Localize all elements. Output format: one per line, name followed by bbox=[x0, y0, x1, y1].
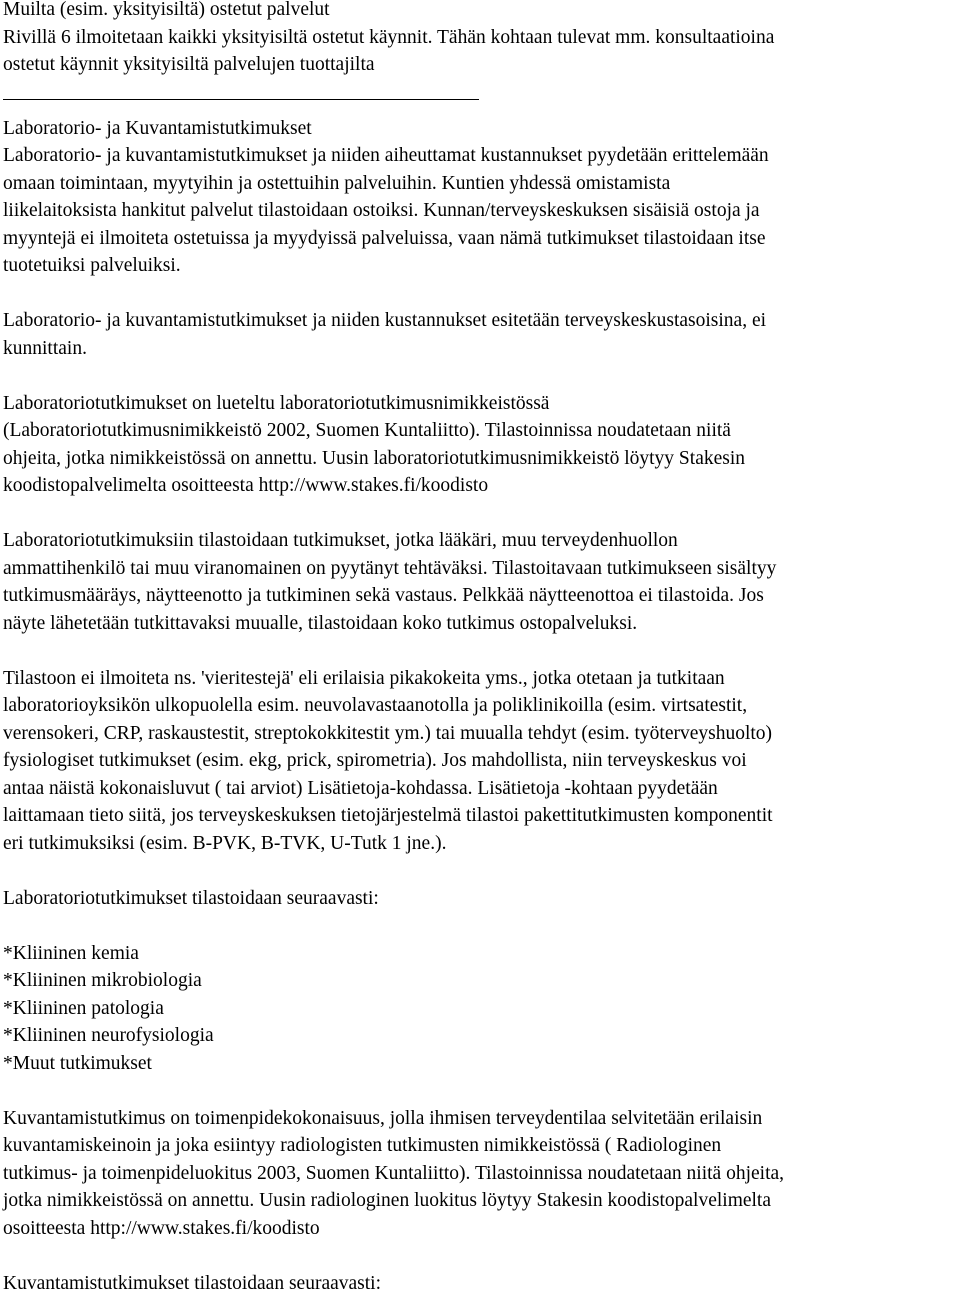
text-line: Laboratoriotutkimuksiin tilastoidaan tutkimukset, jotka lääkäri, muu terveydenhuollon bbox=[3, 530, 678, 551]
text-line: Laboratoriotutkimukset on lueteltu laboratoriotutkimusnimikkeistössä bbox=[3, 392, 550, 414]
document-page bbox=[3, 0, 953, 1297]
text-line: ohjeita, jotka nimikkeistössä on annettu. Uusin laboratoriotutkimusnimikkeistö löytyy Stakesin bbox=[3, 447, 746, 469]
text-line: myyntejä ei ilmoiteta ostetuissa ja myydyissä palveluissa, vaan nämä tutkimukset tilastoidaan itse bbox=[3, 227, 766, 249]
list-item: *Kliininen patologia bbox=[3, 997, 164, 1019]
paragraph bbox=[3, 307, 953, 362]
paragraph-gap bbox=[3, 1077, 953, 1105]
text-line: liikelaitoksista hankitut palvelut tilastoidaan ostoiksi. Kunnan/terveyskeskuksen sisäisiä ostoja ja bbox=[3, 200, 760, 221]
text-line: näyte lähetetään tutkittavaksi muualle, tilastoidaan koko tutkimus ostopalveluksi. bbox=[3, 612, 638, 634]
lab-category-list bbox=[3, 940, 953, 1078]
text-line: Tilastoon ei ilmoiteta ns. 'vieritestejä' eli erilaisia pikakokeita yms., jotka otetaan ja tutkitaan bbox=[3, 667, 725, 689]
text-line: laittamaan tieto siitä, jos terveyskeskuksen tietojärjestelmä tilastoi pakettitutkimusten komponentit bbox=[3, 805, 773, 826]
text-line: koodistopalvelimelta osoitteesta http://www.stakes.fi/koodisto bbox=[3, 475, 489, 496]
text-line: fysiologiset tutkimukset (esim. ekg, prick, spirometria). Jos mahdollista, niin terveyskeskus voi bbox=[3, 750, 747, 771]
list-item: *Kliininen kemia bbox=[3, 942, 139, 964]
list-item: *Muut tutkimukset bbox=[3, 1052, 152, 1074]
text-line: tutkimus- ja toimenpideluokitus 2003, Suomen Kuntaliitto). Tilastoinnissa noudatetaan niitä ohjeita, bbox=[3, 1162, 785, 1184]
paragraph-gap bbox=[3, 637, 953, 665]
paragraph-gap bbox=[3, 280, 953, 308]
text-line: Rivillä 6 ilmoitetaan kaikki yksityisiltä ostetut käynnit. Tähän kohtaan tulevat mm. konsultaatioina bbox=[3, 26, 775, 48]
text-line: ammattihenkilö tai muu viranomainen on pyytänyt tehtäväksi. Tilastoitavaan tutkimukseen sisältyy bbox=[3, 557, 777, 579]
text-line: eri tutkimuksiksi (esim. B-PVK, B-TVK, U-Tutk 1 jne.). bbox=[3, 832, 447, 854]
text-line: Laboratorio- ja kuvantamistutkimukset ja niiden aiheuttamat kustannukset pyydetään erittelemään bbox=[3, 145, 769, 166]
text-line: (Laboratoriotutkimusnimikkeistö 2002, Suomen Kuntaliitto). Tilastoinnissa noudatetaan niitä bbox=[3, 420, 731, 441]
text-line: ostetut käynnit yksityisiltä palvelujen tuottajilta bbox=[3, 54, 375, 75]
paragraph-gap bbox=[3, 857, 953, 885]
paragraph-gap bbox=[3, 362, 953, 390]
text-line: kuvantamiskeinoin ja joka esiintyy radiologisten tutkimusten nimikkeistössä ( Radiologinen bbox=[3, 1135, 722, 1156]
text-line: verensokeri, CRP, raskaustestit, streptokokkitestit ym.) tai muualla tehdyt (esim. työterveyshuolto) bbox=[3, 722, 773, 744]
text-line: omaan toimintaan, myytyihin ja ostettuihin palveluihin. Kuntien yhdessä omistamista bbox=[3, 172, 671, 194]
list-intro: Kuvantamistutkimukset tilastoidaan seuraavasti: bbox=[3, 1272, 382, 1294]
text-line: antaa näistä kokonaisluvut ( tai arviot) Lisätietoja-kohdassa. Lisätietoja -kohtaan pyydetään bbox=[3, 777, 718, 799]
list-item: *Kliininen neurofysiologia bbox=[3, 1025, 214, 1046]
paragraph bbox=[3, 142, 953, 280]
list-intro: Laboratoriotutkimukset tilastoidaan seuraavasti: bbox=[3, 887, 379, 909]
paragraph bbox=[3, 665, 953, 858]
text-line: tuotetuiksi palveluiksi. bbox=[3, 255, 181, 276]
text-line: Kuvantamistutkimus on toimenpidekokonaisuus, jolla ihmisen terveydentilaa selvitetään erilaisin bbox=[3, 1107, 763, 1129]
paragraph-gap bbox=[3, 912, 953, 940]
text-line: osoitteesta http://www.stakes.fi/koodisto bbox=[3, 1217, 320, 1239]
text-line: Laboratorio- ja kuvantamistutkimukset ja niiden kustannukset esitetään terveyskeskustasoisina, ei bbox=[3, 310, 767, 331]
section-heading: Muilta (esim. yksityisiltä) ostetut palvelut bbox=[3, 0, 330, 20]
horizontal-rule bbox=[3, 99, 479, 100]
section-muilta bbox=[3, 0, 953, 79]
paragraph-gap bbox=[3, 1242, 953, 1270]
text-line: tutkimusmääräys, näytteenotto ja tutkiminen sekä vastaus. Pelkkää näytteenottoa ei tilastoida. Jos bbox=[3, 585, 764, 606]
paragraph bbox=[3, 527, 953, 637]
section-lab-kuv bbox=[3, 115, 953, 1298]
paragraph bbox=[3, 1105, 953, 1243]
text-line: jotka nimikkeistössä on annettu. Uusin radiologinen luokitus löytyy Stakesin koodistopalvelimelta bbox=[3, 1190, 772, 1211]
text-line: laboratorioyksikön ulkopuolella esim. neuvolavastaanotolla ja poliklinikoilla (esim. virtsatestit, bbox=[3, 695, 748, 716]
text-line: kunnittain. bbox=[3, 337, 87, 359]
paragraph-gap bbox=[3, 500, 953, 528]
section-heading: Laboratorio- ja Kuvantamistutkimukset bbox=[3, 117, 312, 139]
list-item: *Kliininen mikrobiologia bbox=[3, 970, 202, 991]
paragraph bbox=[3, 390, 953, 500]
